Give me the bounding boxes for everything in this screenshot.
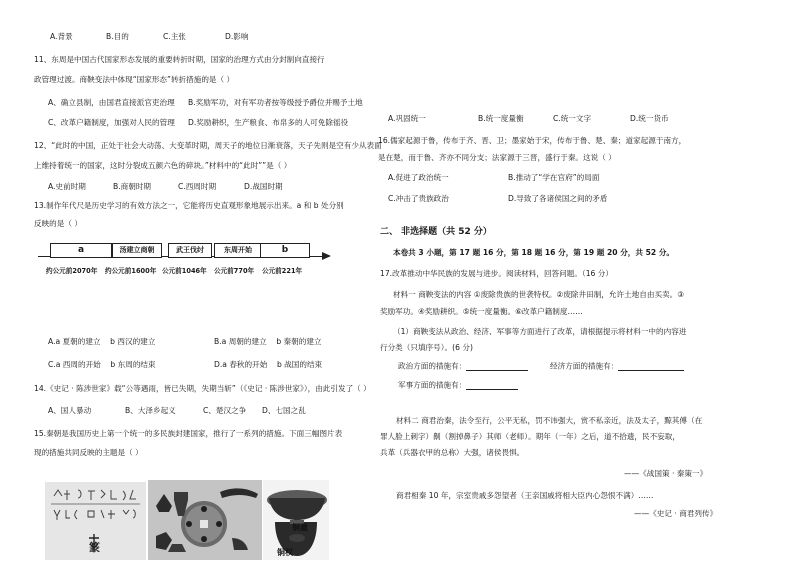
q17-material2-line2: 罪人脸上刺字）劓（割掉鼻子）其师（老师）。期年（一年）之后，道不拾遗，民不妄取， [380, 432, 680, 441]
timeline-date: 约公元前2070年 [46, 267, 98, 275]
q17-material2-line1: 材料二 商君治秦，法令至行，公平无私，罚不讳强大，赏不私亲近，法及太子，黥其傅（在 [396, 416, 703, 425]
timeline-date: 约公元前1600年 [105, 267, 157, 275]
political-answer-blank[interactable] [466, 361, 528, 371]
q16-option-b: B.推动了“学在官府”的局面 [508, 173, 600, 182]
bronze-weight-icon [263, 480, 329, 560]
q12-stem-line2: 上维持着统一的国家，这时分裂成五颜六色的碎块。”材料中的“此时””是（ ） [34, 161, 292, 170]
timeline-date: 公元前221年 [262, 267, 303, 275]
section2-note: 本卷共 3 小题，第 17 题 16 分，第 18 题 16 分，第 19 题 20 分，共 52 分。 [393, 248, 675, 257]
q13-option-a: A.a 夏朝的建立 b 西汉的建立 [48, 337, 156, 346]
q13-stem-line2: 反映的是（ ） [34, 219, 82, 228]
timeline-box-shang: 汤建立商朝 [112, 243, 162, 258]
q17-sub1-line1: （1）商鞅变法从政治、经济、军事等方面进行了改革，请根据提示将材料一中的内容进 [393, 327, 687, 336]
q12-option-d: D.战国时期 [244, 182, 283, 191]
q15-stem-line1: 15.秦朝是我国历史上第一个统一的多民族封建国家，推行了一系列的措施。下面三幅图片表 [34, 429, 343, 438]
q14-stem: 14.《史记 · 陈涉世家》载“公等遇雨，皆已失期，失期当斩”（《史记 · 陈涉世家》），由此引发了（ ） [34, 384, 371, 393]
q14-option-c: C、楚汉之争 [203, 406, 247, 415]
q14-option-b: B、大泽乡起义 [125, 406, 176, 415]
timeline-box-b: b [260, 243, 310, 258]
timeline-box-a: a [50, 243, 112, 258]
timeline-date: 公元前1046年 [162, 267, 207, 275]
coins-image [148, 480, 262, 560]
q12-stem-line1: 12、“此时的中国，正处于社会大动荡、大变革时期，周天子的地位日渐衰落，天子先则是空有少从表面 [34, 141, 382, 150]
q11-option-c: C、改革户籍制度，加强对人民的管理 [48, 118, 175, 127]
q17-source2: ——《史记 · 商君列传》 [634, 509, 718, 518]
timeline-date: 公元前770年 [214, 267, 255, 275]
seal-script-image [45, 482, 146, 560]
q15-stem-line2: 现的措施共同反映的主题是（ ） [34, 448, 143, 457]
q12-option-c: C.西周时期 [178, 182, 217, 191]
political-measures-row [398, 361, 528, 371]
timeline-arrow [322, 252, 331, 260]
q12-option-a: A.史前时期 [48, 182, 86, 191]
seal-script-label: 篆 [89, 541, 100, 554]
q13-stem-line1: 13.制作年代尺是历史学习的有效方法之一，它能将历史直观形象地展示出来。a 和 b 处分别 [34, 201, 344, 210]
q15-option-a: A.巩固统一 [388, 114, 426, 123]
timeline-box-wuwang: 武王伐纣 [168, 243, 212, 258]
q13-option-c: C.a 西周的开始 b 东周的结束 [48, 360, 156, 369]
q10-option-b: B.目的 [106, 32, 129, 41]
military-measures-label: 军事方面的措施有： [398, 380, 467, 390]
military-measures-row [398, 380, 518, 390]
q14-option-a: A、国人暴动 [48, 406, 92, 415]
military-answer-blank[interactable] [466, 380, 518, 390]
ancient-coins-icon [148, 480, 262, 560]
q17-source1: ——《战国策 · 秦策一》 [624, 469, 708, 478]
q15-option-b: B.统一度量衡 [478, 114, 524, 123]
economic-measures-label: 经济方面的措施有： [550, 361, 619, 371]
q10-option-c: C.主张 [163, 32, 186, 41]
q14-option-d: D、七国之乱 [262, 406, 306, 415]
section2-title: 二、 非选择题（共 52 分） [380, 227, 492, 237]
q17-sub1-line2: 行分类（只填序号）。(6 分) [380, 343, 473, 352]
q17-material3: 商君相秦 10 年，宗室贵戚多怨望者（王亲国戚将相大臣内心怨恨不满）…… [396, 491, 654, 500]
q11-option-b: B.奖励军功，对有军功者按等级授予爵位并赐予土地 [188, 98, 363, 107]
q17-material2-line3: 兵革（兵器衣甲的总称）大强，诸侯畏惧。 [380, 448, 525, 457]
political-measures-label: 政治方面的措施有： [398, 361, 467, 371]
q13-option-b: B.a 周朝的建立 b 秦朝的建立 [214, 337, 322, 346]
q10-option-a: A.背景 [50, 32, 73, 41]
q16-stem-line1: 16.儒家起源于鲁，传布于齐、晋、卫；墨家始于宋，传布于鲁、楚、秦；道家起源于南方， [378, 136, 687, 145]
q11-option-d: D.奖励耕织，生产粮食、布帛多的人可免除徭役 [188, 118, 349, 127]
bronze-weight-label: 铜权 [277, 548, 293, 557]
q16-option-c: C.冲击了贵族政治 [388, 194, 449, 203]
q16-stem-line2: 是在楚，而于鲁、齐亦不同分支；法家源于三晋，盛行于秦。这说（ ） [378, 153, 616, 162]
q11-stem-line1: 11、东周是中国古代国家形态发展的重要转折时期，国家的治理方式由分封制向直接行 [34, 55, 325, 64]
economic-measures-row [550, 361, 684, 371]
q16-option-a: A.促进了政治统一 [388, 173, 449, 182]
timeline-box-dongzhou: 东周开始 [214, 243, 262, 258]
q11-option-a: A、确立县制，由国君直接派官吏治理 [48, 98, 175, 107]
q12-option-b: B.商朝时期 [113, 182, 151, 191]
q13-option-d: D.a 春秋的开始 b 战国的结束 [214, 360, 323, 369]
q10-option-d: D.影响 [225, 32, 249, 41]
q17-material1-line2: 奖励军功。④奖励耕织。⑤统一度量衡。⑥改革户籍制度…… [380, 307, 583, 316]
q15-option-c: C.统一文字 [553, 114, 592, 123]
bronze-measure-label: 铜量 [292, 523, 308, 532]
q17-material1-line1: 材料一 商鞅变法的内容 ①废除贵族的世袭特权。②废除井田制，允许土地自由买卖。③ [393, 290, 685, 299]
q11-stem-line2: 政管理过渡。商鞅变法中体现“国家形态”转折措施的是（ ） [34, 75, 235, 84]
economic-answer-blank[interactable] [618, 361, 684, 371]
q16-option-d: D.导致了各诸侯国之间的矛盾 [508, 194, 608, 203]
q15-option-d: D.统一货币 [630, 114, 669, 123]
bronze-weights-image [263, 480, 329, 560]
q17-stem: 17.改革推动中华民族的发展与进步。阅读材料，回答问题。（16 分） [380, 269, 613, 278]
